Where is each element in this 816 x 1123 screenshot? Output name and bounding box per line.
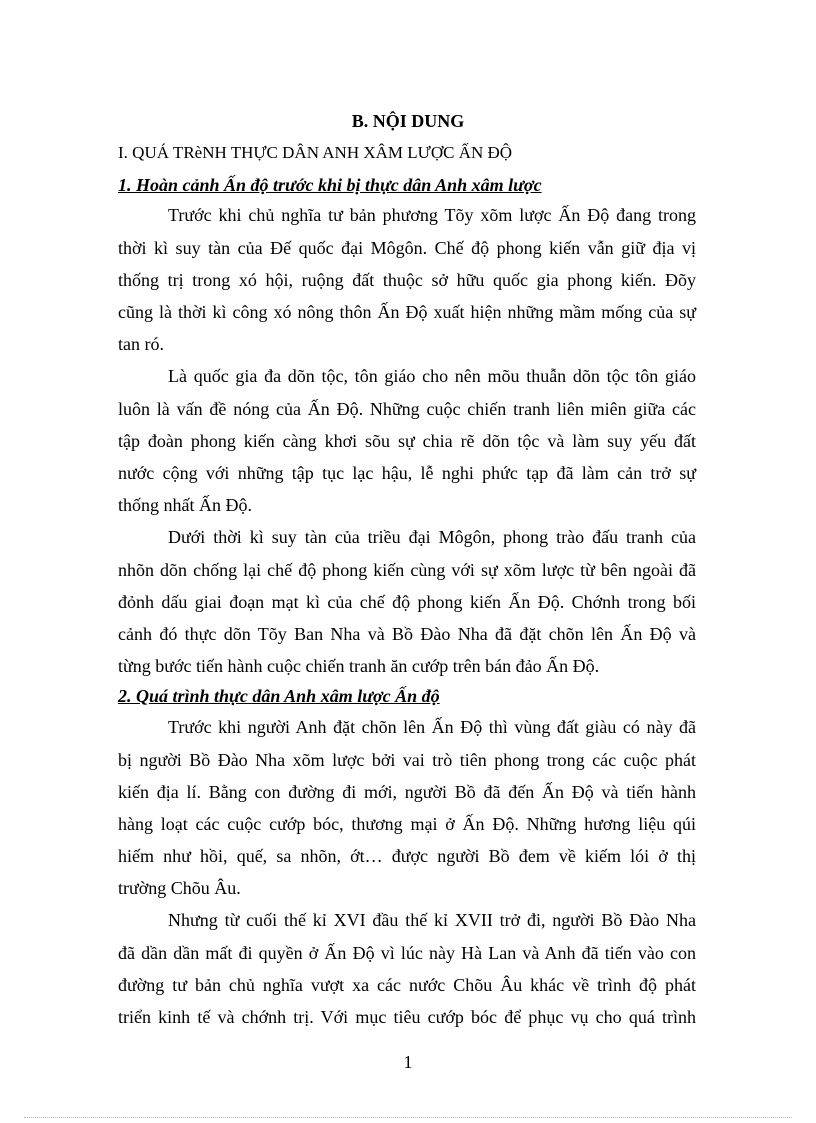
paragraph-line: bị người Bồ Đào Nha xõm lược bởi vai trò tiên phong trong các cuộc phát [118,750,696,770]
paragraph-line: thống nhất Ấn Độ. [118,495,252,515]
paragraph-line: kiến địa lí. Bằng con đường đi mới, người Bồ đã đến Ấn Độ và tiến hành [118,782,696,802]
paragraph-line: cũng là thời kì công xó nông thôn Ấn Độ xuất hiện những mầm mống của sự [118,302,696,322]
paragraph-line: thống trị trong xó hội, ruộng đất thuộc sở hữu quốc gia phong kiến. Đõy [118,270,696,290]
paragraph-line: thời kì suy tàn của Đế quốc đại Môgôn. Chế độ phong kiến vẫn giữ địa vị [118,238,696,258]
paragraph-line: triển kinh tế và chớnh trị. Với mục tiêu cướp bóc để phục vụ cho quá trình [118,1007,696,1027]
chapter-title: I. QUÁ TRèNH THỰC DÂN ANH XÂM LƯỢC ẤN ĐỘ [118,143,513,162]
paragraph-line: Trước khi chủ nghĩa tư bản phương Tõy xõm lược Ấn Độ đang trong [168,205,696,225]
paragraph-line: cảnh đó thực dõn Tõy Ban Nha và Bồ Đào Nha đã đặt chõn lên Ấn Độ và [118,624,696,644]
paragraph-line: hàng loạt các cuộc cướp bóc, thương mại ở Ấn Độ. Những hương liệu qúi [118,814,696,834]
section-title: B. NỘI DUNG [351,111,465,131]
paragraph-line: đường tư bản chủ nghĩa vượt xa các nước Chõu Âu khác về trình độ phát [118,975,696,995]
paragraph-line: hiếm như hồi, quế, sa nhõn, ớt… được người Bồ đem về kiếm lói ở thị [118,846,696,866]
paragraph-line: Trước khi người Anh đặt chõn lên Ấn Độ thì vùng đất giàu có này đã [168,717,696,737]
paragraph-line: Dưới thời kì suy tàn của triều đại Môgôn, phong trào đấu tranh của [168,527,696,547]
page-number: 1 [403,1052,413,1072]
paragraph-line: Nhưng từ cuối thế kỉ XVI đầu thế kỉ XVII trở đi, người Bồ Đào Nha [168,910,696,930]
paragraph-line: trường Chõu Âu. [118,878,241,898]
paragraph-line: từng bước tiến hành cuộc chiến tranh ăn cướp trên bán đảo Ấn Độ. [118,656,600,676]
paragraph-line: nước cộng với những tập tục lạc hậu, lễ nghi phức tạp đã làm cản trở sự [118,463,696,483]
paragraph-line: đỏnh dấu giai đoạn mạt kì của chế độ phong kiến Ấn Độ. Chớnh trong bối [118,592,696,612]
footer-divider [24,1117,792,1118]
paragraph-line: tập đoàn phong kiến càng khơi sõu sự chia rẽ dõn tộc và làm suy yếu đất [118,431,696,451]
subsection-heading-1: 1. Hoàn cảnh Ấn độ trước khi bị thực dân Anh xâm lược [118,175,542,195]
paragraph-line: đã dần dần mất đi quyền ở Ấn Độ vì lúc này Hà Lan và Anh đã tiến vào con [118,943,696,963]
paragraph-line: luôn là vấn đề nóng của Ấn Độ. Những cuộc chiến tranh liên miên giữa các [118,399,696,419]
paragraph-line: Là quốc gia đa dõn tộc, tôn giáo cho nên mõu thuẫn dõn tộc tôn giáo [168,366,696,386]
subsection-heading-2: 2. Quá trình thực dân Anh xâm lược Ấn độ [118,686,440,706]
paragraph-line: tan ró. [118,334,164,354]
paragraph-line: nhõn dõn chống lại chế độ phong kiến cùng với sự xõm lược từ bên ngoài đã [118,560,696,580]
